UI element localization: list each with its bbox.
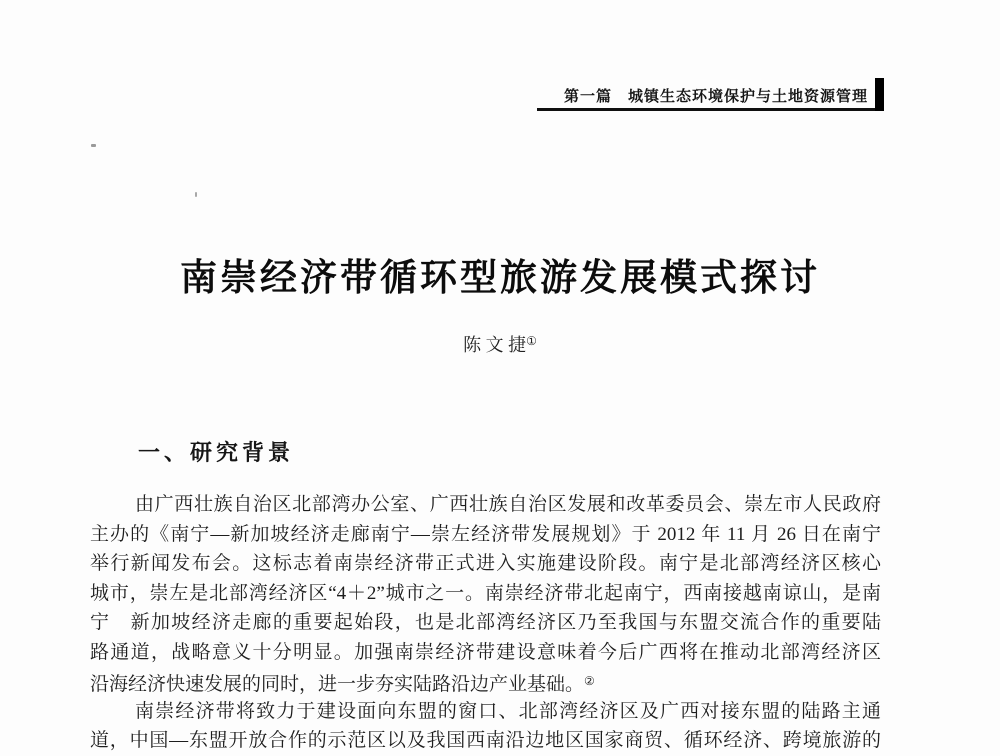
running-head	[537, 84, 884, 111]
footnote2-mark: ②	[584, 674, 595, 688]
body-line: 由广西壮族自治区北部湾办公室、广西壮族自治区发展和改革委员会、崇左市人民政府	[135, 494, 881, 515]
scan-speck	[91, 144, 96, 147]
body-line: 路通道，战略意义十分明显。加强南崇经济带建设意味着今后广西将在推动北部湾经济区	[90, 641, 881, 663]
author-line	[0, 330, 1000, 356]
scan-speck	[195, 192, 197, 197]
body-text	[90, 490, 881, 756]
running-head-text: 第一篇 城镇生态环境保护与土地资源管理	[563, 89, 868, 105]
body-line	[90, 667, 881, 697]
author-footnote-mark: ①	[526, 334, 537, 348]
body-line: 道，中国—东盟开放合作的示范区以及我国西南沿边地区国家商贸、循环经济、跨境旅游的	[90, 730, 881, 751]
body-line-text: 沿海经济快速发展的同时，进一步夯实陆路沿边产业基础。	[90, 674, 585, 695]
body-line: 城市，崇左是北部湾经济区“4＋2”城市之一。南崇经济带北起南宁，西南接越南谅山，是南	[90, 582, 881, 604]
body-line: 举行新闻发布会。这标志着南崇经济带正式进入实施建设阶段。南宁是北部湾经济区核心	[90, 553, 881, 574]
running-head-end-bar	[875, 78, 884, 111]
article-title: 南崇经济带循环型旅游发展模式探讨	[180, 258, 820, 299]
author-name: 陈 文 捷	[463, 335, 527, 355]
section-heading: 一、研究背景	[138, 440, 295, 465]
body-line: 主办的《南宁—新加坡经济走廊南宁—崇左经济带发展规划》于 2012 年 11 月 26 日在南宁	[90, 523, 882, 545]
body-line: 宁 新加坡经济走廊的重要起始段，也是北部湾经济区乃至我国与东盟交流合作的重要陆	[90, 612, 881, 633]
body-line: 南崇经济带将致力于建设面向东盟的窗口、北部湾经济区及广西对接东盟的陆路主通	[135, 700, 881, 722]
